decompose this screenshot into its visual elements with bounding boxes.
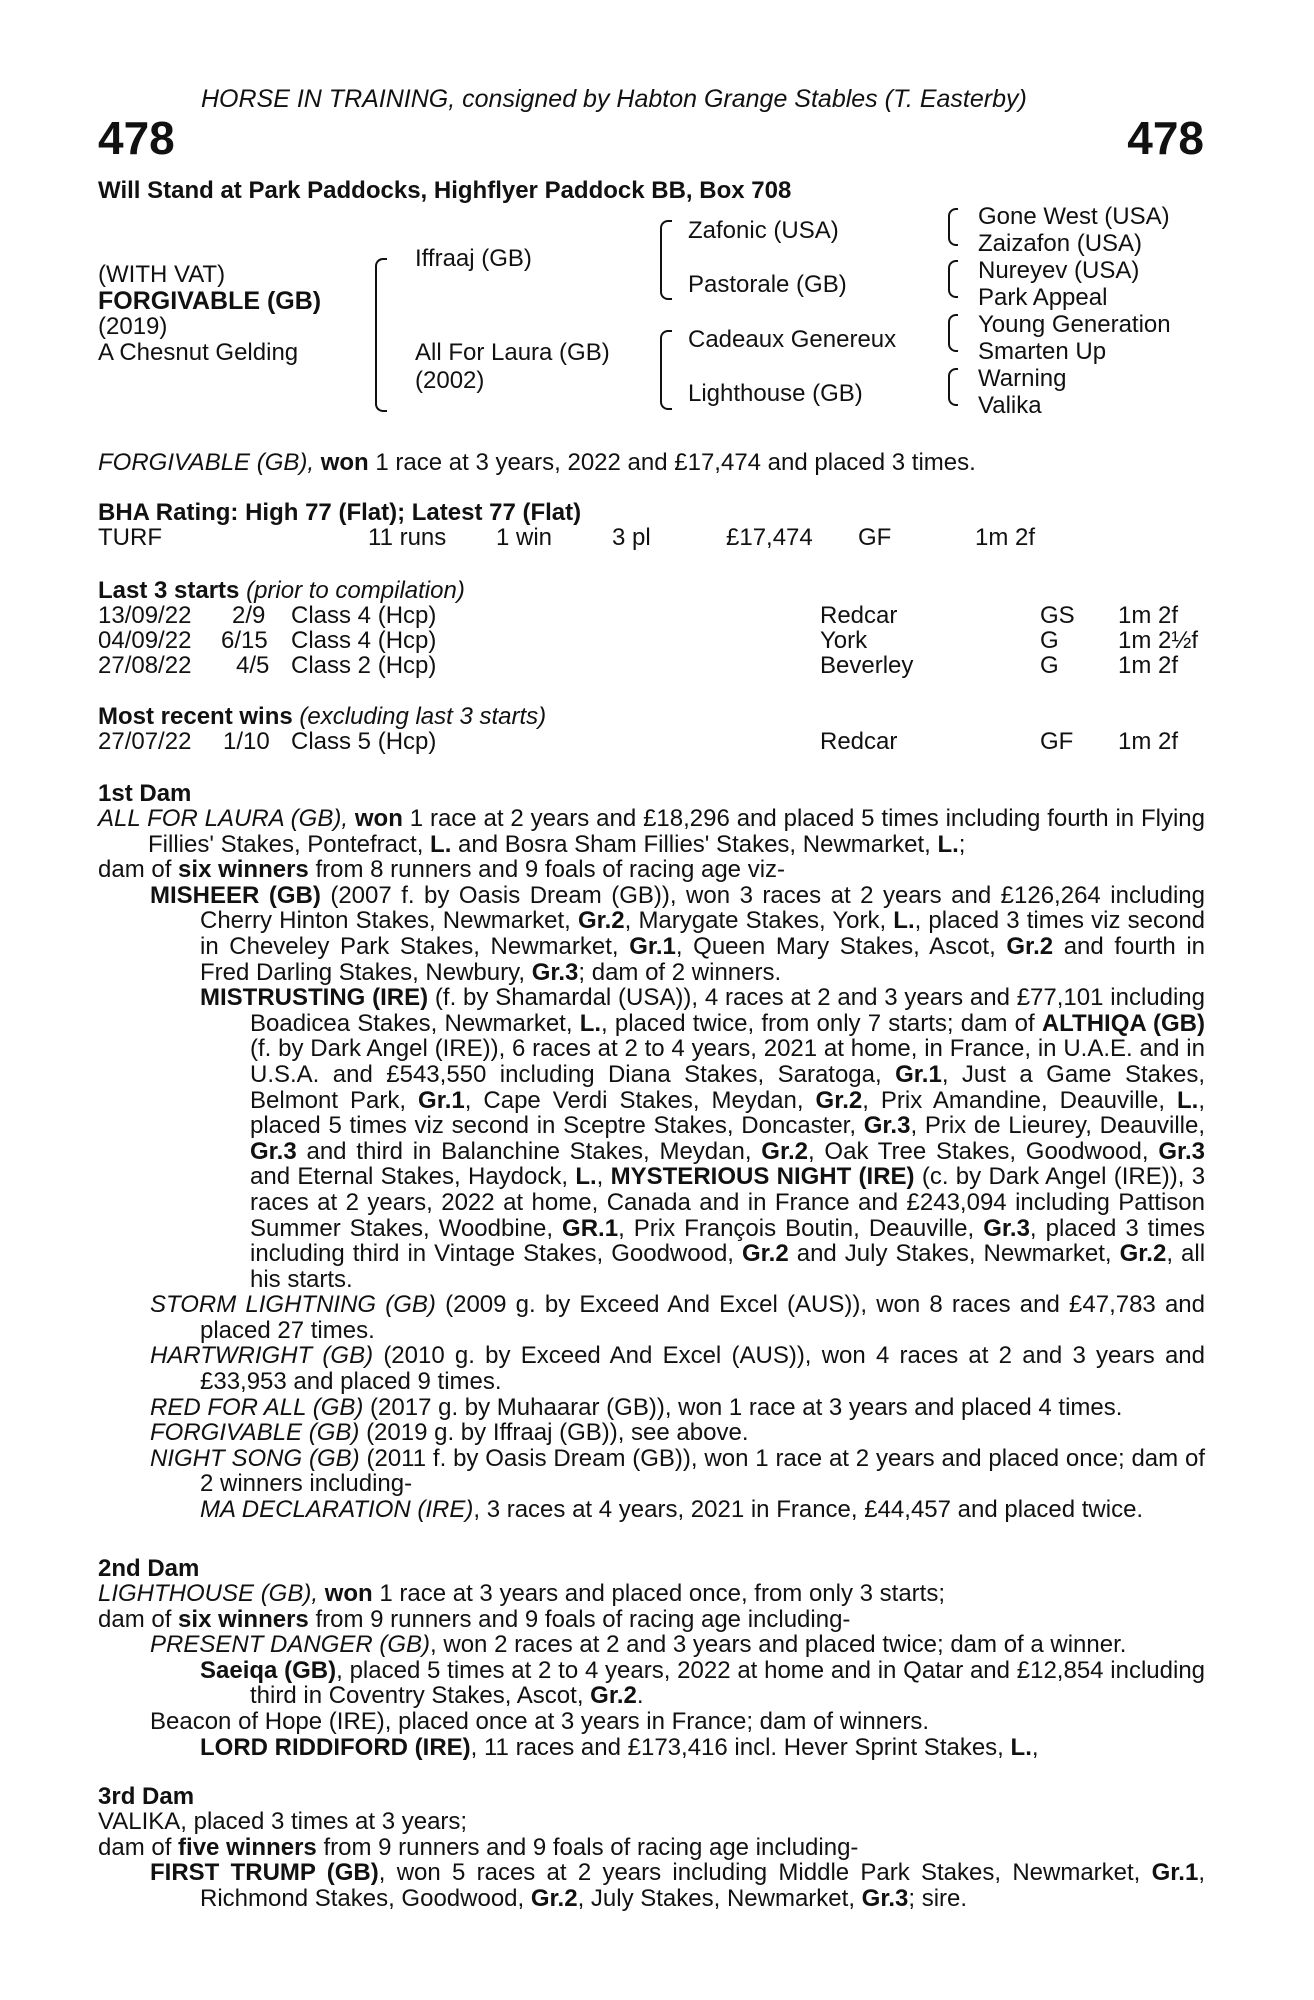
start-course: Beverley	[820, 652, 914, 679]
sire-dam: Pastorale (GB)	[688, 271, 847, 298]
first-dam-produce: dam of six winners from 8 runners and 9 foals of racing age viz-	[98, 856, 786, 884]
start-date: 13/09/22	[98, 602, 192, 629]
third-dam-heading: 3rd Dam	[98, 1783, 195, 1810]
start-course: York	[820, 627, 868, 654]
ma-declaration-entry: MA DECLARATION (IRE), 3 races at 4 years, 2021 in France, £44,457 and placed twice.	[200, 1496, 1144, 1524]
second-dam-produce: dam of six winners from 9 runners and 9 foals of racing age including-	[98, 1605, 851, 1633]
sdd: Park Appeal	[978, 284, 1108, 311]
start-distance: 1m 2f	[1118, 652, 1179, 679]
vat-label: (WITH VAT)	[98, 261, 226, 288]
horse-year: (2019)	[98, 313, 168, 340]
consignment-line: HORSE IN TRAINING, consigned by Habton Grange Stables (T. Easterby)	[201, 85, 1027, 113]
rating-distance: 1m 2f	[975, 524, 1036, 551]
forgivable-entry: FORGIVABLE (GB) (2019 g. by Iffraaj (GB)), see above.	[150, 1419, 749, 1447]
horse-description: A Chesnut Gelding	[98, 339, 299, 366]
start-going: G	[1040, 627, 1059, 654]
race-summary: FORGIVABLE (GB), won 1 race at 3 years, 2022 and £17,474 and placed 3 times.	[98, 449, 976, 476]
dam-dam: Lighthouse (GB)	[688, 380, 863, 407]
beacon-of-hope-entry: Beacon of Hope (IRE), placed once at 3 years in France; dam of winners.	[150, 1707, 930, 1735]
red-for-all-entry: RED FOR ALL (GB) (2017 g. by Muhaarar (GB)), won 1 race at 3 years and placed 4 times.	[150, 1393, 1123, 1421]
pedigree-brace-g1	[948, 208, 958, 246]
rating-surface: TURF	[98, 524, 162, 551]
rating-going: GF	[858, 524, 892, 551]
ssd: Zaizafon (USA)	[978, 230, 1143, 257]
bha-rating-heading: BHA Rating: High 77 (Flat); Latest 77 (Flat)	[98, 499, 582, 526]
start-position: 2/9	[232, 602, 266, 629]
first-dam-heading: 1st Dam	[98, 780, 192, 807]
sss: Gone West (USA)	[978, 203, 1170, 230]
win-position: 1/10	[223, 728, 270, 755]
dam-name: All For Laura (GB)	[415, 339, 610, 366]
ddd: Valika	[978, 392, 1042, 419]
start-date: 04/09/22	[98, 627, 192, 654]
pedigree-brace-g2	[948, 260, 958, 298]
dds: Warning	[978, 365, 1067, 392]
start-going: GS	[1040, 602, 1075, 629]
start-distance: 1m 2f	[1118, 602, 1179, 629]
start-course: Redcar	[820, 602, 898, 629]
dam-year: (2002)	[415, 367, 485, 394]
start-class: Class 4 (Hcp)	[291, 602, 437, 629]
rating-runs: 11 runs	[368, 524, 447, 551]
night-song-entry: NIGHT SONG (GB) (2011 f. by Oasis Dream (GB)), won 1 race at 2 years and placed once; dam of 2 winners including-	[150, 1444, 1205, 1498]
win-course: Redcar	[820, 728, 898, 755]
pedigree-brace-sire	[660, 220, 672, 300]
start-position: 6/15	[221, 627, 268, 654]
mistrusting-entry: MISTRUSTING (IRE) (f. by Shamardal (USA)), 4 races at 2 and 3 years and £77,101 including Boadicea Stakes, Newmarket, L., placed twice, from only 7 starts; dam of ALTHIQA (GB) (f. by Dark Angel (IRE)), 6 races at 2 to 4 years, 2021 at home, in France, in U.A.E. and in U.S.A. and £543,550 including Diana Stakes, Saratoga, Gr.1, Just a Game Stakes, Belmont Park, Gr.1, Cape Verdi Stakes, Meydan, Gr.2, Prix Amandine, Deauville, L., placed 5 times viz second in Sceptre Stakes, Doncaster, Gr.3, Prix de Lieurey, Deauville, Gr.3 and third in Balanchine Stakes, Meydan, Gr.2, Oak Tree Stakes, Goodwood, Gr.3 and Eternal Stakes, Haydock, L., MYSTERIOUS NIGHT (IRE) (c. by Dark Angel (IRE)), 3 races at 2 years, 2022 at home, Canada and in France and £243,094 including Pattison Summer Stakes, Woodbine, GR.1, Prix François Boutin, Deauville, Gr.3, placed 3 times including third in Vintage Stakes, Goodwood, Gr.2 and July Stakes, Newmarket, Gr.2, all his starts.	[200, 984, 1206, 1293]
location-line: Will Stand at Park Paddocks, Highflyer Paddock BB, Box 708	[98, 177, 792, 204]
lot-number-right: 478	[1127, 112, 1204, 164]
third-dam-produce: dam of five winners from 9 runners and 9 foals of racing age including-	[98, 1833, 859, 1861]
rating-wins: 1 win	[496, 524, 553, 551]
saeiqa-entry: Saeiqa (GB), placed 5 times at 2 to 4 years, 2022 at home and in Qatar and £12,854 including third in Coventry Stakes, Ascot, Gr.2.	[200, 1656, 1206, 1710]
third-dam-record: VALIKA, placed 3 times at 3 years;	[98, 1808, 468, 1835]
lot-number-left: 478	[98, 112, 175, 164]
win-going: GF	[1040, 728, 1074, 755]
third-dam-section	[98, 1809, 1205, 1911]
recent-wins-heading: Most recent wins (excluding last 3 starts)	[98, 703, 547, 730]
misheer-entry: MISHEER (GB) (2007 f. by Oasis Dream (GB)), won 3 races at 2 years and £126,264 including Cherry Hinton Stakes, Newmarket, Gr.2, Marygate Stakes, York, L., placed 3 times viz second in Cheveley Park Stakes, Newmarket, Gr.1, Queen Mary Stakes, Ascot, Gr.2 and fourth in Fred Darling Stakes, Newbury, Gr.3; dam of 2 winners.	[150, 881, 1206, 986]
horse-name: FORGIVABLE (GB)	[98, 287, 322, 315]
first-trump-entry: FIRST TRUMP (GB), won 5 races at 2 years including Middle Park Stakes, Newmarket, Gr.1, Richmond Stakes, Goodwood, Gr.2, July Stakes, Newmarket, Gr.3; sire.	[150, 1859, 1205, 1912]
sire-sire: Zafonic (USA)	[688, 217, 839, 244]
rating-placed: 3 pl	[612, 524, 651, 551]
start-date: 27/08/22	[98, 652, 192, 679]
start-position: 4/5	[236, 652, 270, 679]
pedigree-brace-g4	[948, 368, 958, 406]
dam-sire: Cadeaux Genereux	[688, 326, 897, 353]
sire-name: Iffraaj (GB)	[415, 245, 532, 272]
dsd: Smarten Up	[978, 338, 1107, 365]
start-distance: 1m 2½f	[1118, 627, 1199, 654]
win-class: Class 5 (Hcp)	[291, 728, 437, 755]
start-class: Class 4 (Hcp)	[291, 627, 437, 654]
hartwright-entry: HARTWRIGHT (GB) (2010 g. by Exceed And Excel (AUS)), won 4 races at 2 and 3 years and £33,953 and placed 9 times.	[150, 1342, 1205, 1396]
start-class: Class 2 (Hcp)	[291, 652, 437, 679]
last-starts-heading: Last 3 starts (prior to compilation)	[98, 577, 465, 604]
second-dam-heading: 2nd Dam	[98, 1555, 200, 1582]
win-distance: 1m 2f	[1118, 728, 1179, 755]
pedigree-brace-g3	[948, 314, 958, 352]
pedigree-brace-dam	[660, 330, 672, 410]
first-dam-record: ALL FOR LAURA (GB), won 1 race at 2 years and £18,296 and placed 5 times including fourth in Flying Fillies' Stakes, Pontefract, L. and Bosra Sham Fillies' Stakes, Newmarket, L.;	[98, 805, 1206, 858]
win-date: 27/07/22	[98, 728, 192, 755]
second-dam-section	[98, 1581, 1205, 1760]
present-danger-entry: PRESENT DANGER (GB), won 2 races at 2 and 3 years and placed twice; dam of a winner.	[150, 1631, 1127, 1659]
dss: Young Generation	[978, 311, 1171, 338]
start-going: G	[1040, 652, 1059, 679]
rating-earnings: £17,474	[726, 524, 813, 551]
second-dam-record: LIGHTHOUSE (GB), won 1 race at 3 years and placed once, from only 3 starts;	[98, 1580, 946, 1607]
lord-riddiford-entry: LORD RIDDIFORD (IRE), 11 races and £173,416 incl. Hever Sprint Stakes, L.,	[200, 1733, 1039, 1761]
pedigree-brace-main	[375, 258, 387, 412]
first-dam-section	[98, 806, 1205, 1523]
sds: Nureyev (USA)	[978, 257, 1140, 284]
storm-lightning-entry: STORM LIGHTNING (GB) (2009 g. by Exceed And Excel (AUS)), won 8 races and £47,783 and placed 27 times.	[150, 1291, 1205, 1344]
